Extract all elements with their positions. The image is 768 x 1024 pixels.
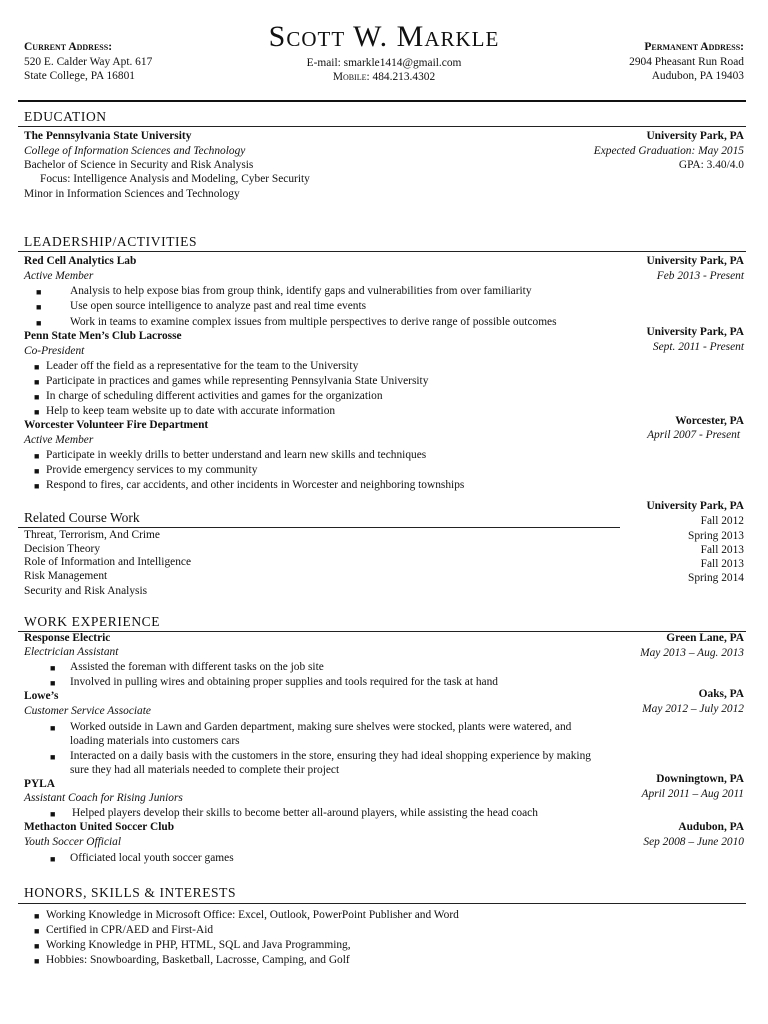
current-address-label: Current Address: xyxy=(24,41,113,53)
degree: Bachelor of Science in Security and Risk Analysis xyxy=(24,159,254,171)
entry-role: Active Member xyxy=(24,434,94,446)
entry-role: Co-President xyxy=(24,345,85,357)
entry-org: Methacton United Soccer Club xyxy=(24,821,175,833)
bullet-text: Helped players develop their skills to become better all-around players, while assisting the head coach xyxy=(72,807,538,819)
bullet-text: Provide emergency services to my community xyxy=(46,464,258,476)
bullet-icon: ■ xyxy=(34,941,40,951)
honors-item: Certified in CPR/AED and First-Aid xyxy=(46,924,214,936)
bullet-text: Officiated local youth soccer games xyxy=(70,852,234,864)
leadership-heading: LEADERSHIP/ACTIVITIES xyxy=(24,234,198,249)
candidate-name: Scott W. Markle xyxy=(268,20,500,53)
entry-role: Customer Service Associate xyxy=(24,705,151,717)
entry-role: Youth Soccer Official xyxy=(24,836,122,848)
entry-org: PYLA xyxy=(24,778,56,790)
minor: Minor in Information Sciences and Technology xyxy=(24,188,240,200)
bullet-icon: ■ xyxy=(50,809,56,819)
mobile-line xyxy=(184,71,584,83)
entry-role: Active Member xyxy=(24,270,94,282)
entry-location: University Park, PA xyxy=(646,326,744,338)
bullet-icon: ■ xyxy=(34,392,40,402)
bullet-text: Worked outside in Lawn and Garden department, making sure shelves were stocked, plants were watered, and xyxy=(70,721,572,733)
entry-org: Lowe’s xyxy=(24,690,59,702)
college-name: College of Information Sciences and Technology xyxy=(24,145,246,157)
entry-location: University Park, PA xyxy=(646,255,744,267)
honors-item: Hobbies: Snowboarding, Basketball, Lacrosse, Camping, and Golf xyxy=(46,954,350,966)
honors-divider xyxy=(18,903,746,904)
entry-dates: Sep 2008 – June 2010 xyxy=(643,836,744,848)
bullet-icon: ■ xyxy=(36,318,42,328)
bullet-icon: ■ xyxy=(50,854,56,864)
entry-location: Green Lane, PA xyxy=(666,632,744,644)
course-name: Risk Management xyxy=(24,570,108,582)
email-label: E-mail: xyxy=(306,57,341,69)
bullet-text: Leader off the field as a representative for the team to the University xyxy=(46,360,359,372)
entry-location: Worcester, PA xyxy=(675,415,744,427)
entry-dates: May 2012 – July 2012 xyxy=(642,703,744,715)
entry-role: Assistant Coach for Rising Juniors xyxy=(24,792,183,804)
bullet-text: Work in teams to examine complex issues from multiple perspectives to derive range of possible outcomes xyxy=(70,316,557,328)
entry-org: Penn State Men’s Club Lacrosse xyxy=(24,330,182,342)
course-name: Threat, Terrorism, And Crime xyxy=(24,529,160,541)
bullet-text: Use open source intelligence to analyze past and real time events xyxy=(70,300,367,312)
bullet-text: Analysis to help expose bias from group think, identify gaps and vulnerabilities from over familiarity xyxy=(70,285,532,297)
bullet-text: In charge of scheduling different activities and games for the organization xyxy=(46,390,383,402)
entry-location: Audubon, PA xyxy=(678,821,744,833)
email-line xyxy=(184,57,584,69)
bullet-icon: ■ xyxy=(34,956,40,966)
entry-org: Red Cell Analytics Lab xyxy=(24,255,137,267)
entry-location: Downingtown, PA xyxy=(656,773,744,785)
course-name: Security and Risk Analysis xyxy=(24,585,148,597)
bullet-icon: ■ xyxy=(34,926,40,936)
bullet-text: Respond to fires, car accidents, and other incidents in Worcester and neighboring townships xyxy=(46,479,465,491)
bullet-icon: ■ xyxy=(50,663,56,673)
entry-dates: April 2007 - Present xyxy=(647,429,740,441)
bullet-text-continued: sure they had all materials needed to complete their project xyxy=(70,764,340,776)
mobile-number: 484.213.4302 xyxy=(372,71,436,83)
gpa: GPA: 3.40/4.0 xyxy=(678,159,744,171)
bullet-text: Assisted the foreman with different tasks on the job site xyxy=(70,661,324,673)
entry-dates: Sept. 2011 - Present xyxy=(652,341,744,353)
bullet-icon: ■ xyxy=(34,911,40,921)
bullet-text: Interacted on a daily basis with the customers in the store, ensuring they had ideal shopping experience by making xyxy=(70,750,591,762)
permanent-address-label: Permanent Address: xyxy=(644,41,744,53)
course-term: Spring 2013 xyxy=(687,530,744,542)
current-address-line2: State College, PA 16801 xyxy=(24,70,135,82)
bullet-icon: ■ xyxy=(36,302,42,312)
education-heading: EDUCATION xyxy=(24,109,107,124)
leadership-divider xyxy=(18,251,746,252)
graduation-date: Expected Graduation: May 2015 xyxy=(593,145,744,157)
course-term: Fall 2012 xyxy=(700,515,744,527)
bullet-text: Participate in practices and games while representing Pennsylvania State University xyxy=(46,375,429,387)
education-location: University Park, PA xyxy=(646,130,744,142)
bullet-icon: ■ xyxy=(50,678,56,688)
course-name: Role of Information and Intelligence xyxy=(24,556,192,568)
bullet-icon: ■ xyxy=(50,723,56,733)
entry-dates: Feb 2013 - Present xyxy=(656,270,744,282)
entry-dates: April 2011 – Aug 2011 xyxy=(641,788,744,800)
bullet-icon: ■ xyxy=(34,407,40,417)
entry-org: Worcester Volunteer Fire Department xyxy=(24,419,209,431)
entry-location: Oaks, PA xyxy=(698,688,744,700)
coursework-divider xyxy=(18,527,620,528)
focus: Focus: Intelligence Analysis and Modeling, Cyber Security xyxy=(40,173,310,185)
bullet-icon: ■ xyxy=(36,287,42,297)
bullet-icon: ■ xyxy=(34,466,40,476)
course-term: Spring 2014 xyxy=(687,572,744,584)
work-heading: WORK EXPERIENCE xyxy=(24,614,161,629)
bullet-text: Involved in pulling wires and obtaining proper supplies and tools required for the task at hand xyxy=(70,676,499,688)
education-divider xyxy=(18,126,746,127)
course-term: Fall 2013 xyxy=(700,558,744,570)
bullet-icon: ■ xyxy=(34,451,40,461)
bullet-text-continued: loading materials into customers cars xyxy=(70,735,240,747)
permanent-address-line1: 2904 Pheasant Run Road xyxy=(629,56,744,68)
mobile-label: Mobile: xyxy=(332,71,370,83)
entry-role: Electrician Assistant xyxy=(24,646,119,658)
email-link[interactable]: smarkle1414@gmail.com xyxy=(343,57,462,69)
bullet-icon: ■ xyxy=(50,752,56,762)
honors-item: Working Knowledge in Microsoft Office: Excel, Outlook, PowerPoint Publisher and Word xyxy=(46,909,459,921)
header-divider xyxy=(18,100,746,102)
bullet-icon: ■ xyxy=(34,481,40,491)
bullet-text: Help to keep team website up to date with accurate information xyxy=(46,405,336,417)
bullet-icon: ■ xyxy=(34,362,40,372)
current-address-line1: 520 E. Calder Way Apt. 617 xyxy=(24,56,153,68)
permanent-address-line2: Audubon, PA 19403 xyxy=(651,70,744,82)
entry-org: Response Electric xyxy=(24,632,111,644)
course-name: Decision Theory xyxy=(24,543,101,555)
school-name: The Pennsylvania State University xyxy=(24,130,192,142)
bullet-icon: ■ xyxy=(34,377,40,387)
work-divider xyxy=(18,631,746,632)
coursework-location: University Park, PA xyxy=(646,500,744,512)
honors-item: Working Knowledge in PHP, HTML, SQL and Java Programming, xyxy=(46,939,351,951)
bullet-text: Participate in weekly drills to better understand and learn new skills and techniques xyxy=(46,449,427,461)
course-term: Fall 2013 xyxy=(700,544,744,556)
entry-dates: May 2013 – Aug. 2013 xyxy=(640,647,744,659)
honors-heading: HONORS, SKILLS & INTERESTS xyxy=(24,885,237,900)
coursework-heading: Related Course Work xyxy=(24,510,140,525)
